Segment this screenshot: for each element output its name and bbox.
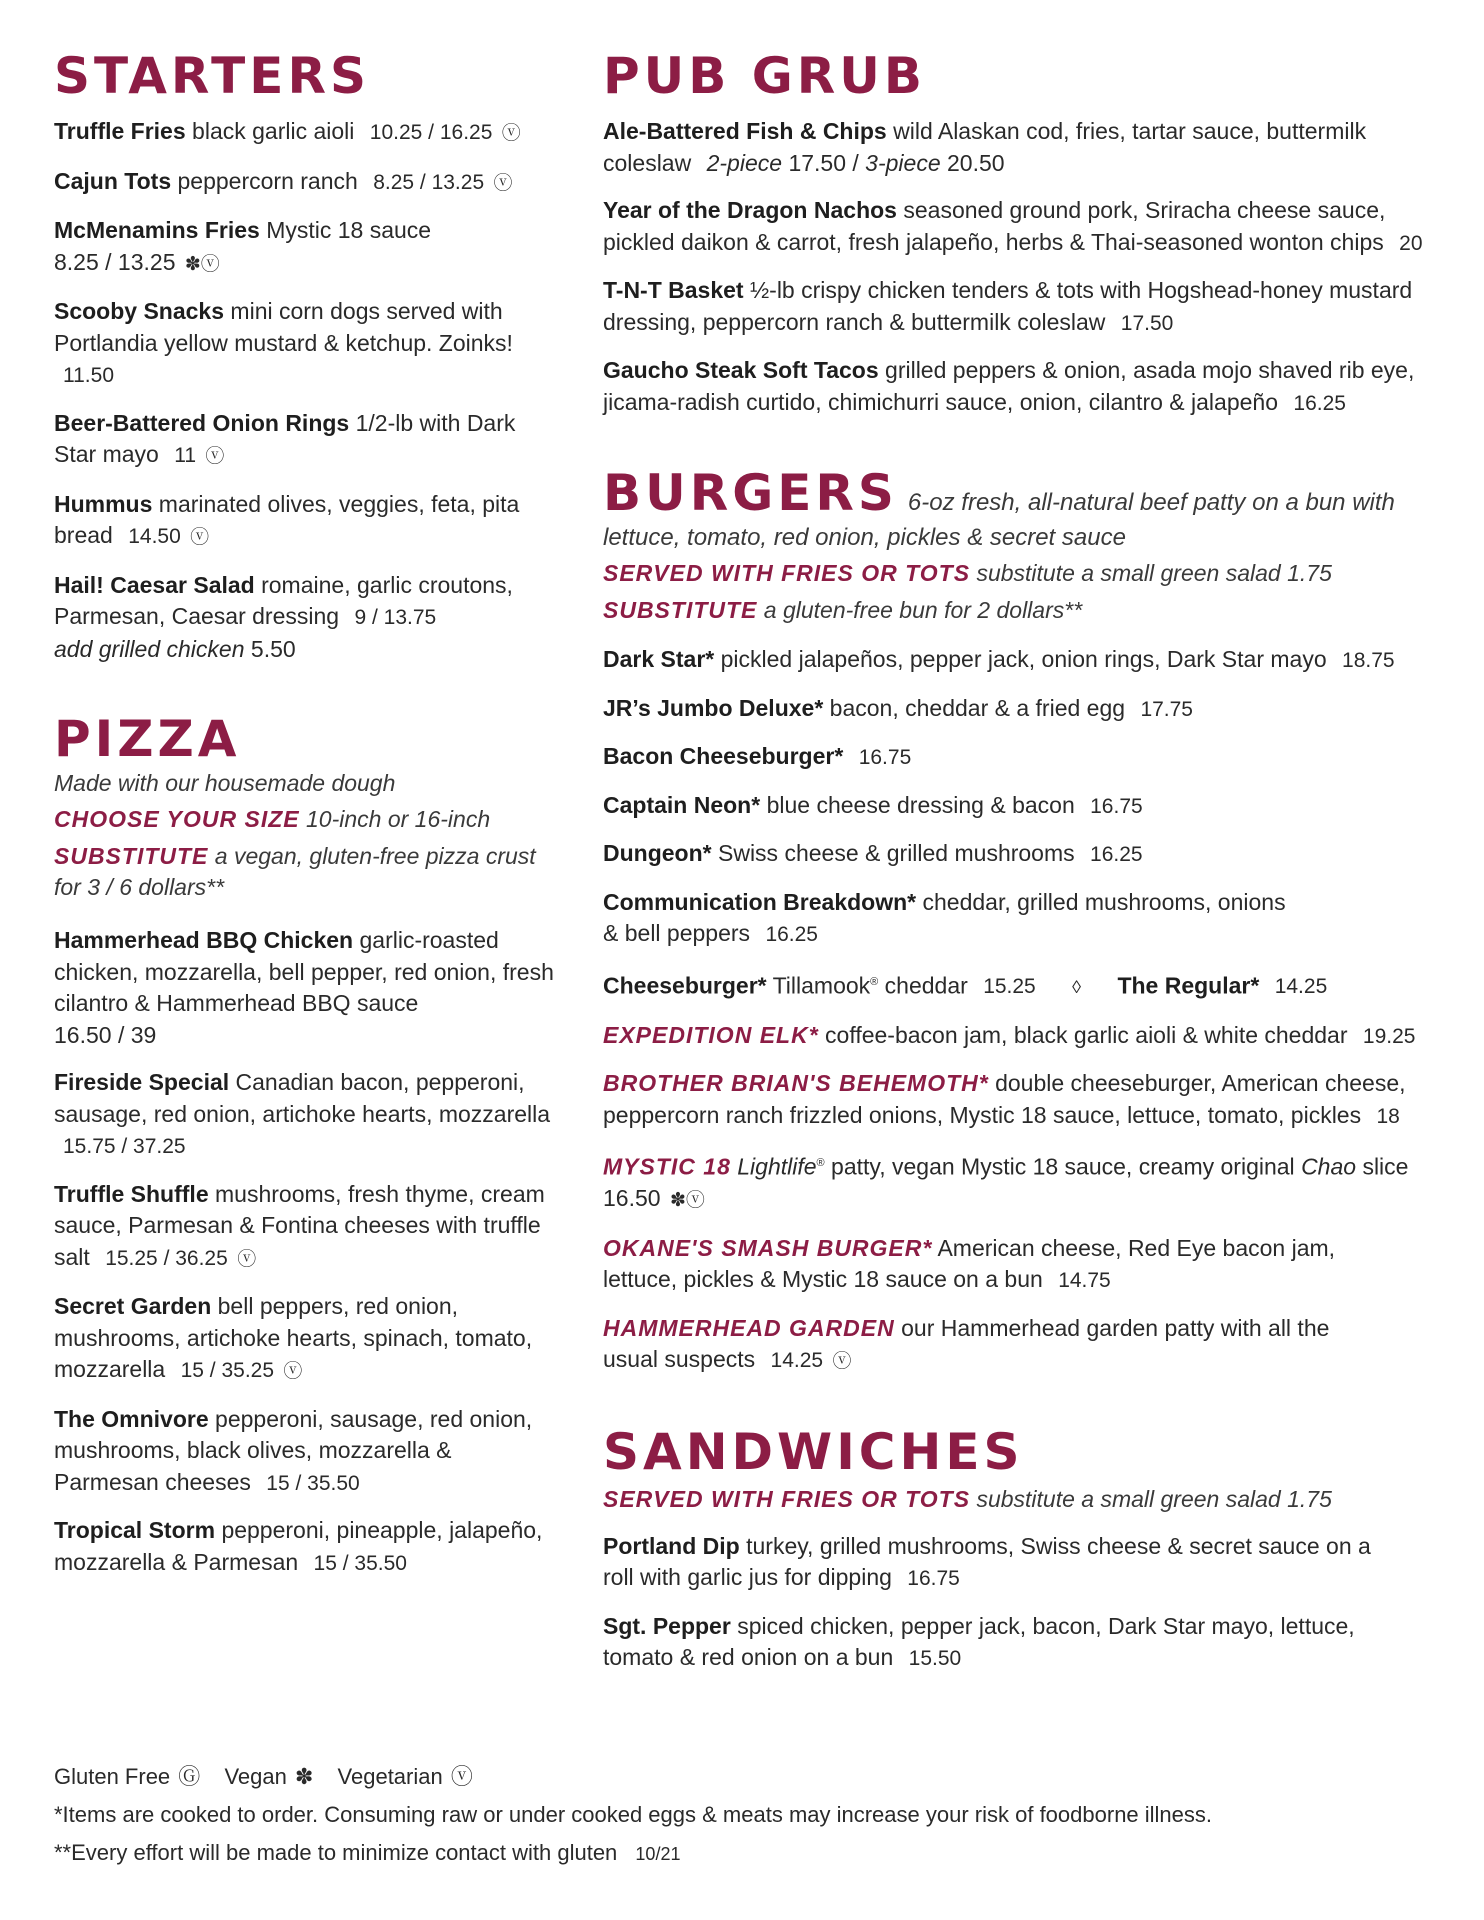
item-name: Cheeseburger* [603,972,767,999]
menu-item [603,790,1443,823]
item-name: BROTHER BRIAN'S BEHEMOTH* [603,1070,989,1097]
menu-item [603,195,1443,259]
substitute-label: SUBSTITUTE [54,843,209,869]
item-desc: wild Alaskan cod, fries, tartar sauce, buttermilk coleslaw [603,118,1367,176]
item-price: 16.50 [603,1185,661,1212]
item-name: Beer-Battered Onion Rings [54,409,350,436]
item-name: Truffle Shuffle [54,1180,209,1207]
item-name: Fireside Special [54,1069,230,1095]
vegetarian-icon: ⓥ [493,172,513,194]
item-desc: pepperoni, pineapple, jalapeño, mozzarella & Parmesan [54,1517,543,1575]
item-price: 17.50 [788,149,846,176]
item-price: 15.25 / 36.25 [105,1246,228,1270]
item-price: 20.50 [947,149,1005,176]
menu-item [54,166,554,200]
item-price: 15 / 35.50 [266,1471,360,1495]
menu-item [603,116,1443,179]
item-desc: double cheeseburger, American cheese, peppercorn ranch frizzled onions, Mystic 18 sauce, lettuce, tomato, pickles [603,1070,1406,1128]
item-name: MYSTIC 18 [603,1153,731,1180]
item-price: 16.25 [1090,843,1143,866]
vegetarian-icon: ⓥ [190,527,210,548]
served-label: SERVED WITH FRIES OR TOTS [603,560,971,586]
menu-item [603,1020,1443,1053]
registered-mark: ® [870,975,879,988]
menu-item [54,296,554,392]
registered-mark: ® [816,1157,825,1170]
substitute-label: SUBSTITUTE [603,597,758,623]
item-desc: cheddar, grilled mushrooms, onions & bell peppers [603,888,1286,946]
item-desc: seasoned ground pork, Sriracha cheese sauce, pickled daikon & carrot, fresh jalapeño, herbs & Thai-seasoned wonton chips [603,197,1386,255]
item-price: 14.50 [128,525,181,548]
item-price: 16.25 [1293,391,1346,415]
item-price: 18.75 [1342,649,1395,672]
vegetarian-icon: ⓥ [501,123,521,144]
menu-item [603,1313,1383,1378]
item-brand: Lightlife [737,1153,817,1180]
menu-item [54,116,554,150]
item-name: Dark Star* [603,646,715,672]
served-text: substitute a small green salad [976,1485,1281,1512]
item-price: 14.25 [770,1349,824,1373]
menu-item [54,408,554,473]
raw-food-disclaimer: *Items are cooked to order. Consuming raw or under cooked eggs & meats may increase your risk of foodborne illness. [54,1802,1213,1827]
item-name: Hammerhead BBQ Chicken [54,927,354,953]
vegetarian-icon: ⓥ [237,1248,257,1270]
item-desc: blue cheese dressing & bacon [766,791,1075,818]
item-name: Portland Dip [603,1532,740,1559]
item-desc: our Hammerhead garden patty with all the usual suspects [603,1314,1330,1373]
right-column [603,46,1443,1675]
item-price: 16.50 / 39 [54,1021,157,1048]
item-name: Secret Garden [54,1293,212,1319]
legend-vegetarian-label: Vegetarian [337,1764,443,1789]
item-desc: marinated olives, veggies, feta, pita bread [54,490,520,548]
item-price: 14.75 [1058,1269,1111,1293]
pizza-intro: Made with our housemade dough [54,770,396,796]
item-price: 19.25 [1362,1024,1416,1048]
item-name: EXPEDITION ELK* [603,1021,819,1048]
menu-item [603,1068,1443,1132]
item-name: Captain Neon* [603,791,761,818]
menu-item [54,1515,554,1579]
item-desc: bacon, cheddar & a fried egg [829,694,1126,721]
item-name: Dungeon* [603,840,712,866]
size-label: 3-piece [865,149,941,176]
vegetarian-icon: ⓥ [205,446,225,467]
menu-item [603,355,1443,419]
burgers-heading: BURGERS [603,464,898,522]
burgers-served-note [603,558,1443,589]
item-price: 15 / 35.50 [313,1551,407,1575]
item-name: Hail! Caesar Salad [54,571,255,598]
gluten-note: **Every effort will be made to minimize contact with gluten [54,1840,618,1865]
item-price: 10.25 / 16.25 [369,121,493,144]
item-price: 8.25 / 13.25 [54,248,176,275]
pubgrub-section [603,46,1443,419]
item-desc: romaine, garlic croutons, Parmesan, Caesar dressing [54,571,513,629]
item-desc: garlic-roasted chicken, mozzarella, bell pepper, red onion, fresh cilantro & Hammerhead BBQ sauce [54,927,554,1016]
item-name: OKANE'S SMASH BURGER* [603,1234,933,1261]
menu-item [603,1531,1383,1595]
item-desc: patty, vegan Mystic 18 sauce, creamy original [831,1153,1295,1180]
served-price: 1.75 [1287,1485,1332,1512]
menu-item [603,1233,1383,1297]
size-label: 2-piece [706,149,783,176]
item-desc-brand: Tillamook [772,972,871,999]
item-name: HAMMERHEAD GARDEN [603,1314,895,1341]
item-desc: mushrooms, fresh thyme, cream sauce, Parmesan & Fontina cheeses with truffle salt [54,1180,545,1270]
item-price: 17.75 [1140,697,1193,721]
footer [54,1758,1212,1873]
item-name: Cajun Tots [54,167,172,194]
pizza-section [54,709,554,1579]
item-desc: cheddar [884,972,968,999]
item-price: 16.75 [907,1567,960,1591]
item-name: Sgt. Pepper [603,1612,731,1639]
menu-item [54,1179,554,1276]
item-name: Scooby Snacks [54,298,225,324]
item-desc: 1/2-lb with Dark Star mayo [54,409,516,467]
item-price: 16.75 [1090,794,1143,818]
item-desc: Canadian bacon, pepperoni, sausage, red onion, artichoke hearts, mozzarella [54,1069,551,1127]
menu-item [54,489,554,554]
burgers-section [603,463,1443,1378]
menu-item [603,967,1443,1004]
sandwiches-served-note [603,1484,1443,1515]
item-name: JR’s Jumbo Deluxe* [603,694,824,721]
item-name: T-N-T Basket [603,277,744,303]
item-addon: add grilled chicken [54,635,245,662]
vegetarian-icon: ⓥ [450,1764,473,1789]
item-name: Year of the Dragon Nachos [603,197,897,223]
item-desc: Swiss cheese & grilled mushrooms [718,840,1075,866]
menu-item [603,644,1443,677]
item-desc: coffee-bacon jam, black garlic aioli & white cheddar [825,1021,1348,1048]
burgers-header [603,463,1443,523]
vegetarian-icon: ⓥ [832,1351,852,1373]
item-name: Hummus [54,490,153,517]
item-price: 16.75 [858,746,912,769]
item-name: Communication Breakdown* [603,888,917,915]
item-price: 15.25 [983,975,1036,999]
item-price: 11 [174,444,197,467]
item-name: Gaucho Steak Soft Tacos [603,357,879,383]
item-desc: pickled jalapeños, pepper jack, onion rings, Dark Star mayo [720,646,1327,672]
item-price: 15.75 / 37.25 [63,1135,186,1158]
menu-item [603,1148,1443,1217]
vegan-vegetarian-icon: ✽ⓥ [184,253,220,275]
served-label: SERVED WITH FRIES OR TOTS [603,1485,971,1512]
item-desc: black garlic aioli [192,118,355,144]
size-text: 10-inch or 16-inch [306,806,491,832]
item-addon-price: 5.50 [250,635,296,662]
item-name: Tropical Storm [54,1517,216,1543]
sandwiches-section [603,1422,1443,1675]
item-name: The Omnivore [54,1405,209,1432]
starters-section [54,46,554,665]
item-desc: mini corn dogs served with Portlandia yellow mustard & ketchup. Zoinks! [54,298,513,356]
item-price: 15.50 [908,1647,962,1671]
menu-item [54,925,554,1051]
burgers-intro-2: lettuce, tomato, red onion, pickles & secret sauce [603,524,1126,551]
pizza-heading: PIZZA [54,710,241,768]
vegan-icon: ✽ [294,1764,314,1789]
menu-item [54,570,554,666]
menu-item [54,1291,554,1388]
sandwiches-heading: SANDWICHES [603,1422,1024,1481]
item-desc: bell peppers, red onion, mushrooms, artichoke hearts, spinach, tomato, mozzarella [54,1293,533,1382]
burgers-substitute-note [603,595,1443,626]
item-desc: turkey, grilled mushrooms, Swiss cheese & secret sauce on a roll with garlic jus for dipping [603,1532,1371,1591]
item-desc: ½-lb crispy chicken tenders & tots with Hogshead-honey mustard dressing, peppercorn ranch & buttermilk coleslaw [603,277,1413,335]
dietary-legend [54,1758,1212,1796]
size-label: CHOOSE YOUR SIZE [54,806,300,832]
item-price: 15 / 35.25 [180,1359,275,1382]
item-desc: pepperoni, sausage, red onion, mushrooms, black olives, mozzarella & Parmesan cheeses [54,1405,533,1495]
menu-item [54,1404,554,1500]
item-price: 17.50 [1120,311,1174,335]
item-desc: Mystic 18 sauce [266,217,432,243]
item-brand-chao: Chao [1301,1153,1357,1180]
menu-item [54,215,554,280]
menu-item [603,1611,1383,1675]
item-name: McMenamins Fries [54,217,260,243]
item-desc: spiced chicken, pepper jack, bacon, Dark Star mayo, lettuce, tomato & red onion on a bun [603,1612,1355,1671]
item-price: 9 / 13.75 [354,606,437,629]
substitute-text: a vegan, gluten-free pizza crust for 3 / 6 dollars** [54,843,536,900]
item-desc: grilled peppers & onion, asada mojo shaved rib eye, jicama-radish curtido, chimichurri sauce, onion, cilantro & jalapeño [603,357,1415,415]
menu-date: 10/21 [635,1844,681,1864]
menu-item [603,838,1443,871]
vegetarian-icon: ⓥ [283,1361,303,1382]
item-desc: American cheese, Red Eye bacon jam, lettuce, pickles & Mystic 18 sauce on a bun [603,1234,1336,1293]
item-price: 18 [1376,1104,1400,1128]
gluten-free-icon: Ⓖ [178,1764,201,1789]
served-price: 1.75 [1287,560,1332,586]
pizza-substitute-note [54,841,554,903]
item-price: 14.25 [1274,975,1328,999]
legend-vegan-label: Vegan [224,1764,287,1789]
menu-item [603,275,1443,339]
item-desc-end: slice [1362,1153,1409,1180]
starters-heading: STARTERS [54,47,370,105]
item-name: The Regular* [1117,972,1260,999]
diamond-separator-icon: ◊ [1072,977,1082,998]
item-price: 11.50 [63,364,114,387]
gluten-disclaimer [54,1834,1212,1873]
pizza-size-note [54,804,554,835]
substitute-text: a gluten-free bun for 2 dollars** [763,597,1083,623]
item-name: Ale-Battered Fish & Chips [603,118,887,144]
item-price: 16.25 [765,923,818,946]
legend-gluten-free-label: Gluten Free [54,1764,171,1789]
vegan-vegetarian-icon: ✽ⓥ [669,1190,705,1212]
price-separator: / [852,149,859,176]
menu-item [603,693,1443,726]
menu-item [603,887,1303,951]
served-text: substitute a small green salad [976,560,1281,586]
menu-item [603,741,1443,774]
pubgrub-heading: PUB GRUB [603,47,927,105]
item-price: 20 [1399,231,1423,255]
burgers-intro: 6-oz fresh, all-natural beef patty on a bun with [907,489,1395,516]
item-name: Bacon Cheeseburger* [603,743,844,769]
item-price: 8.25 / 13.25 [373,170,485,194]
left-column [54,46,554,1579]
menu-item [54,1067,554,1163]
item-desc: peppercorn ranch [177,167,358,194]
item-name: Truffle Fries [54,118,186,144]
